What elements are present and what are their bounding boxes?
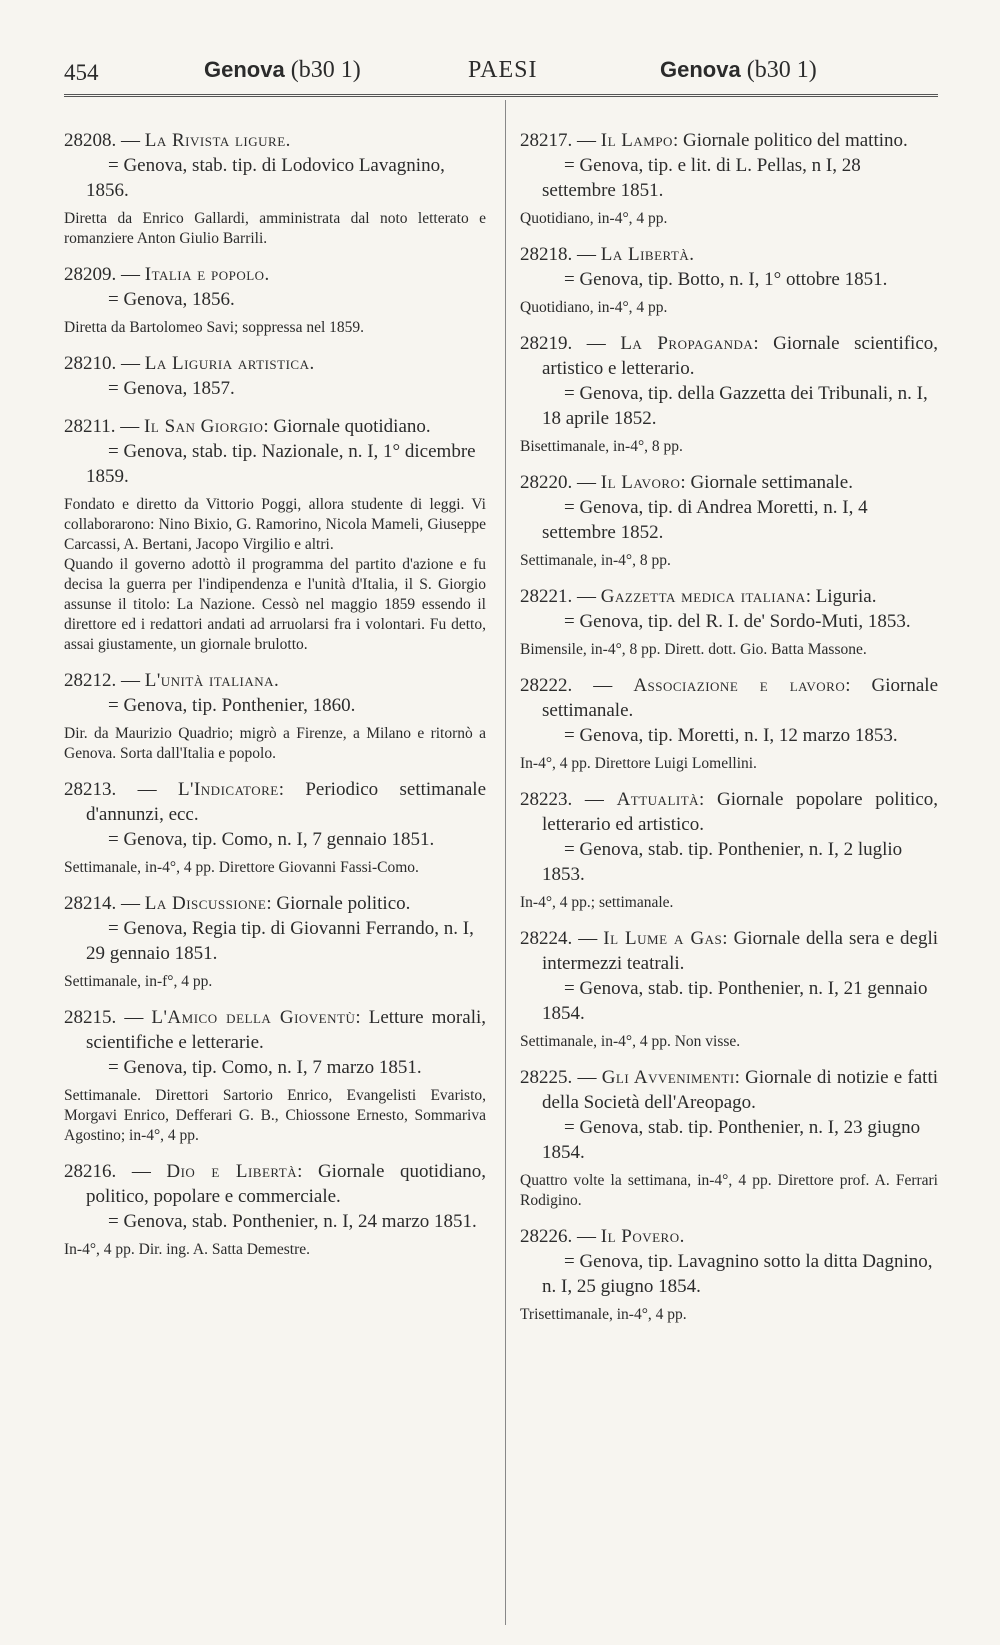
- entry-number: 28222.: [520, 675, 573, 696]
- running-head-right: [660, 57, 817, 84]
- entry-note: In-4°, 4 pp.; settimanale.: [520, 894, 674, 911]
- entry-title: Dio e Libertà: [166, 1161, 298, 1182]
- entry-publication: = Genova, tip. di Andrea Moretti, n. I, 4 settembre 1852.: [542, 497, 868, 543]
- entry-dash: —: [121, 130, 145, 151]
- page-number: 454: [64, 60, 99, 85]
- entry-title: Associazione e lavoro: [633, 675, 846, 696]
- entry-dash: —: [121, 670, 145, 691]
- entry-heading: [64, 351, 486, 376]
- entry-publication: = Genova, tip. Como, n. I, 7 marzo 1851.: [108, 1057, 422, 1078]
- entry-note: Fondato e diretto da Vittorio Poggi, allora studente di leggi. Vi collaborarono: Nino Bixio, G. Ramorino, Nicola Mameli, Giuseppe Carcassi, A. Bertani, Jacopo Virgilio e altri.: [64, 496, 486, 553]
- column-divider: [505, 100, 506, 1625]
- entry-publication: = Genova, tip. Moretti, n. I, 12 marzo 1853.: [564, 725, 898, 746]
- entry-heading: [64, 414, 486, 439]
- entry-publication: = Genova, stab. tip. Nazionale, n. I, 1° dicembre 1859.: [86, 441, 476, 487]
- entry-number: 28225.: [520, 1067, 573, 1088]
- catalog-entry: [520, 331, 938, 457]
- entry-heading: [64, 128, 486, 153]
- left-column: [64, 128, 486, 1273]
- entry-title: La Rivista ligure.: [144, 130, 291, 151]
- entry-dash: —: [577, 1226, 601, 1247]
- entry-publication: = Genova, tip. Ponthenier, 1860.: [108, 695, 356, 716]
- entry-title: Il Povero.: [600, 1226, 685, 1247]
- entry-note: Settimanale, in-4°, 4 pp. Non visse.: [520, 1033, 741, 1050]
- entry-publication: = Genova, tip. Botto, n. I, 1° ottobre 1851.: [564, 269, 888, 290]
- right-column: [520, 128, 938, 1338]
- entry-publication: = Genova, 1857.: [108, 378, 235, 399]
- entry-title: La Liguria artistica.: [144, 353, 315, 374]
- running-head-left-code: (b30 1): [290, 57, 361, 83]
- running-head-center: PAESI: [468, 57, 538, 83]
- catalog-entry: [64, 414, 486, 655]
- entry-note: Quando il governo adottò il programma del partito d'azione e fu decisa la guerra per l'indipendenza e l'unità d'Italia, il S. Giorgio assunse il titolo: La Nazione. Cessò nel maggio 1859 essendo il direttore ed i redattori andati ad arruolarsi fra i volontari. Fu detto, assai giustamente, un giornale brulotto.: [64, 556, 486, 653]
- entry-heading: [520, 673, 938, 723]
- header-rule: [64, 94, 938, 97]
- entry-heading: [64, 668, 486, 693]
- entry-heading: [520, 1224, 938, 1249]
- catalog-entry: [520, 926, 938, 1052]
- entry-publication: = Genova, tip. della Gazzetta dei Tribunali, n. I, 18 aprile 1852.: [542, 383, 928, 429]
- entry-heading: [520, 128, 938, 153]
- entry-dash: —: [584, 789, 617, 810]
- entry-publication: = Genova, Regia tip. di Giovanni Ferrando, n. I, 29 gennaio 1851.: [86, 918, 474, 964]
- catalog-entry: [520, 470, 938, 571]
- entry-note: Dir. da Maurizio Quadrio; migrò a Firenze, a Milano e ritornò a Genova. Sorta dall'Italia e popolo.: [64, 725, 486, 762]
- entry-number: 28220.: [520, 472, 573, 493]
- catalog-entry: [64, 891, 486, 992]
- catalog-entry: [520, 128, 938, 229]
- entry-publication: = Genova, tip. Lavagnino sotto la ditta Dagnino, n. I, 25 giugno 1854.: [542, 1251, 933, 1297]
- catalog-entry: [64, 668, 486, 764]
- entry-subtitle: : Giornale scientifico, artistico e letterario.: [542, 333, 939, 379]
- entry-number: 28221.: [520, 586, 573, 607]
- entry-note: Quotidiano, in-4°, 4 pp.: [520, 210, 668, 227]
- entry-dash: —: [120, 416, 145, 437]
- entry-heading: [520, 242, 938, 267]
- entry-subtitle: : Giornale quotidiano, politico, popolare e commerciale.: [86, 1161, 486, 1207]
- entry-note: Settimanale, in-4°, 4 pp. Direttore Giovanni Fassi-Como.: [64, 859, 419, 876]
- entry-title: La Propaganda: [620, 333, 754, 354]
- entry-heading: [64, 1159, 486, 1209]
- entry-dash: —: [121, 264, 145, 285]
- catalog-entry: [520, 787, 938, 913]
- entry-heading: [520, 584, 938, 609]
- entry-dash: —: [131, 1161, 167, 1182]
- catalog-entry: [64, 1005, 486, 1146]
- entry-dash: —: [137, 779, 178, 800]
- entry-number: 28216.: [64, 1161, 117, 1182]
- catalog-entry: [64, 128, 486, 249]
- entry-heading: [520, 787, 938, 837]
- catalog-entry: [64, 351, 486, 401]
- entry-publication: = Genova, tip. Como, n. I, 7 gennaio 1851.: [108, 829, 435, 850]
- entry-number: 28213.: [64, 779, 117, 800]
- entry-note: Quattro volte la settimana, in-4°, 4 pp. Direttore prof. A. Ferrari Rodigino.: [520, 1172, 938, 1209]
- entry-publication: = Genova, stab. tip. di Lodovico Lavagnino, 1856.: [86, 155, 445, 201]
- entry-note: Bisettimanale, in-4°, 8 pp.: [520, 438, 683, 455]
- catalog-entry: [64, 262, 486, 338]
- entry-publication: = Genova, 1856.: [108, 289, 235, 310]
- page-header: [64, 52, 936, 92]
- entry-title: Italia e popolo.: [144, 264, 270, 285]
- entry-title: Il San Giorgio: [144, 416, 264, 437]
- entry-title: La Libertà.: [600, 244, 695, 265]
- entry-number: 28214.: [64, 893, 117, 914]
- entry-heading: [64, 262, 486, 287]
- entry-publication: = Genova, tip. del R. I. de' Sordo-Muti, 1853.: [564, 611, 911, 632]
- entry-title: Gazzetta medica italiana: [600, 586, 806, 607]
- entry-subtitle: : Giornale quotidiano.: [263, 416, 431, 437]
- entry-note: Settimanale. Direttori Sartorio Enrico, Evangelisti Evaristo, Morgavi Enrico, Defferari G. B., Chiossone Ernesto, Sommariva Agostino; in-4°, 4 pp.: [64, 1087, 486, 1144]
- entry-title: La Discussione: [144, 893, 267, 914]
- entry-title: L'Amico della Gioventù: [151, 1007, 356, 1028]
- entry-dash: —: [593, 675, 634, 696]
- entry-subtitle: : Giornale settimanale.: [542, 675, 939, 721]
- entry-dash: —: [121, 353, 145, 374]
- running-head-right-code: (b30 1): [746, 57, 817, 83]
- entry-dash: —: [577, 472, 601, 493]
- entry-note: In-4°, 4 pp. Direttore Luigi Lomellini.: [520, 755, 757, 772]
- entry-note: Settimanale, in-f°, 4 pp.: [64, 973, 213, 990]
- entry-subtitle: : Periodico settimanale d'annunzi, ecc.: [86, 779, 487, 825]
- entry-subtitle: : Letture morali, scientifiche e letterarie.: [86, 1007, 486, 1053]
- entry-note: Bimensile, in-4°, 8 pp. Dirett. dott. Gio. Batta Massone.: [520, 641, 867, 658]
- entry-heading: [520, 1065, 938, 1115]
- entry-publication: = Genova, stab. tip. Ponthenier, n. I, 23 giugno 1854.: [542, 1117, 921, 1163]
- catalog-entry: [520, 673, 938, 774]
- entry-title: L'unità italiana.: [144, 670, 280, 691]
- entry-note: Diretta da Bartolomeo Savi; soppressa nel 1859.: [64, 319, 365, 336]
- entry-heading: [520, 470, 938, 495]
- catalog-entry: [520, 242, 938, 318]
- entry-note: Trisettimanale, in-4°, 4 pp.: [520, 1306, 687, 1323]
- entry-title: L'Indicatore: [177, 779, 279, 800]
- entry-dash: —: [121, 893, 145, 914]
- running-head-left: [204, 57, 361, 84]
- catalog-entry: [64, 1159, 486, 1260]
- entry-number: 28217.: [520, 130, 573, 151]
- entry-number: 28226.: [520, 1226, 573, 1247]
- entry-number: 28212.: [64, 670, 117, 691]
- entry-dash: —: [577, 244, 601, 265]
- entry-number: 28209.: [64, 264, 117, 285]
- entry-subtitle: : Giornale politico del mattino.: [672, 130, 908, 151]
- entry-dash: —: [578, 928, 604, 949]
- entry-number: 28224.: [520, 928, 573, 949]
- entry-number: 28219.: [520, 333, 573, 354]
- entry-subtitle: : Giornale di notizie e fatti della Società dell'Areopago.: [542, 1067, 939, 1113]
- entry-subtitle: : Giornale politico.: [266, 893, 411, 914]
- entry-title: Il Lavoro: [600, 472, 681, 493]
- catalog-entry: [520, 1065, 938, 1211]
- entry-subtitle: : Giornale della sera e degli intermezzi teatrali.: [542, 928, 939, 974]
- entry-note: Settimanale, in-4°, 8 pp.: [520, 552, 671, 569]
- entry-heading: [520, 331, 938, 381]
- entry-title: Gli Avvenimenti: [601, 1067, 735, 1088]
- entry-heading: [64, 891, 486, 916]
- entry-dash: —: [577, 130, 601, 151]
- entry-note: Diretta da Enrico Gallardi, amministrata dal noto letterato e romanziere Anton Giulio Barrili.: [64, 210, 486, 247]
- entry-heading: [64, 777, 486, 827]
- entry-publication: = Genova, tip. e lit. di L. Pellas, n I, 28 settembre 1851.: [542, 155, 861, 201]
- entry-number: 28210.: [64, 353, 117, 374]
- entry-publication: = Genova, stab. tip. Ponthenier, n. I, 21 gennaio 1854.: [542, 978, 928, 1024]
- entry-number: 28208.: [64, 130, 117, 151]
- entry-heading: [64, 1005, 486, 1055]
- entry-subtitle: : Giornale popolare politico, letterario ed artistico.: [542, 789, 939, 835]
- entry-dash: —: [577, 1067, 602, 1088]
- catalog-entry: [64, 777, 486, 878]
- running-head-left-title: Genova: [204, 57, 285, 82]
- catalog-entry: [520, 584, 938, 660]
- entry-publication: = Genova, stab. Ponthenier, n. I, 24 marzo 1851.: [108, 1211, 477, 1232]
- running-head-right-title: Genova: [660, 57, 741, 82]
- entry-number: 28223.: [520, 789, 573, 810]
- entry-subtitle: : Giornale settimanale.: [680, 472, 853, 493]
- catalog-entry: [520, 1224, 938, 1325]
- entry-publication: = Genova, stab. tip. Ponthenier, n. I, 2 luglio 1853.: [542, 839, 903, 885]
- entry-number: 28218.: [520, 244, 573, 265]
- entry-note: In-4°, 4 pp. Dir. ing. A. Satta Demestre.: [64, 1241, 310, 1258]
- entry-number: 28215.: [64, 1007, 117, 1028]
- entry-title: Attualità: [616, 789, 700, 810]
- entry-subtitle: : Liguria.: [805, 586, 877, 607]
- entry-title: Il Lampo: [600, 130, 673, 151]
- entry-dash: —: [124, 1007, 152, 1028]
- entry-title: Il Lume a Gas: [603, 928, 723, 949]
- entry-note: Quotidiano, in-4°, 4 pp.: [520, 299, 668, 316]
- entry-heading: [520, 926, 938, 976]
- entry-dash: —: [577, 586, 601, 607]
- entry-number: 28211.: [64, 416, 116, 437]
- entry-dash: —: [586, 333, 621, 354]
